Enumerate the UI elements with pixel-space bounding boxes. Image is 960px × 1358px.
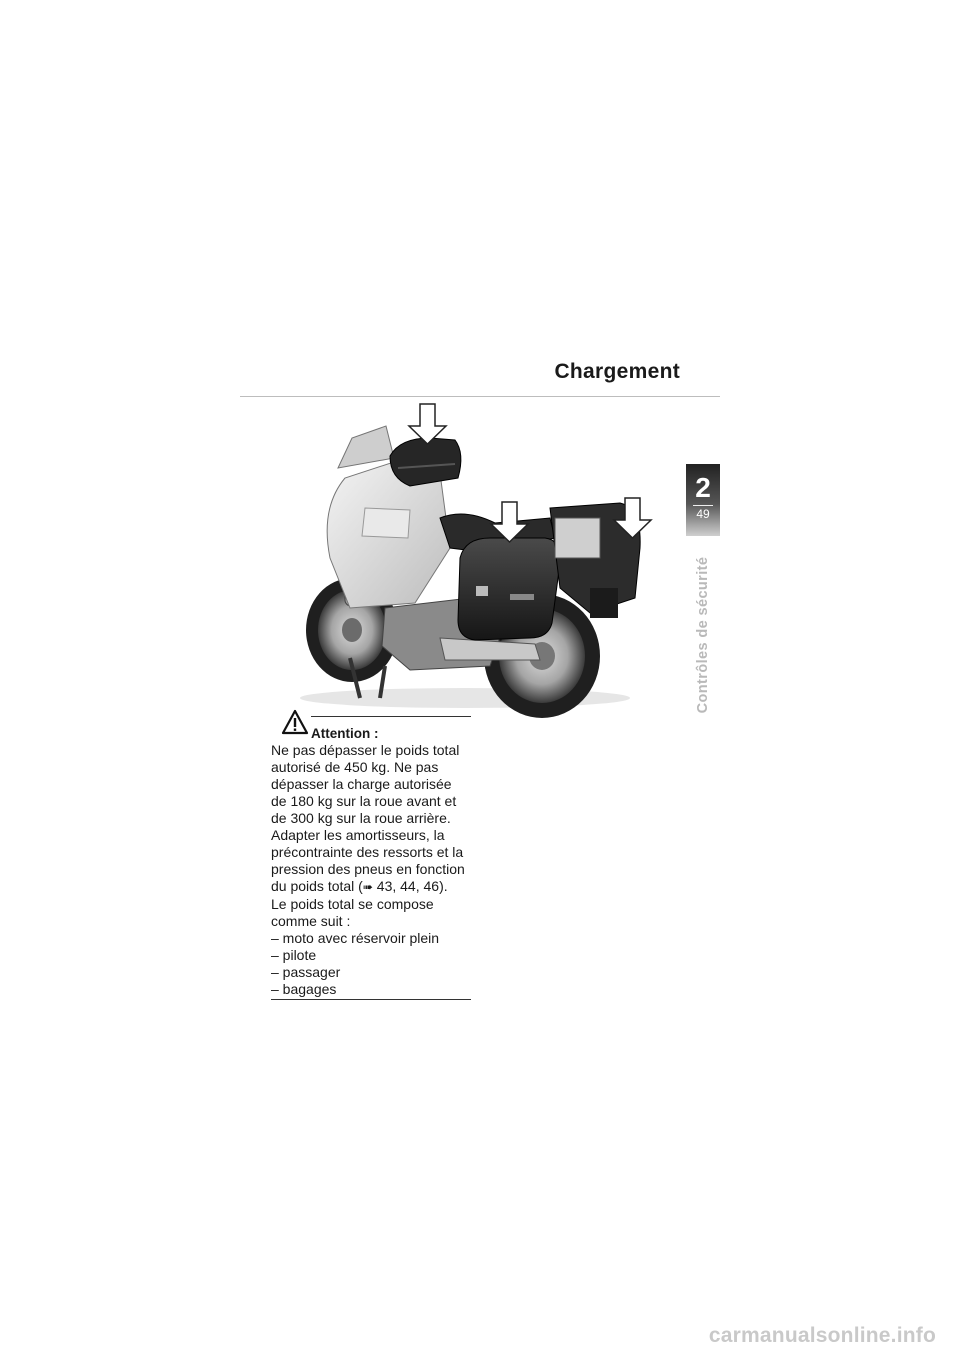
- warning-note: [271, 716, 471, 1000]
- note-bottom-divider: [271, 999, 471, 1000]
- list-item: – passager: [271, 964, 341, 980]
- title-divider: [240, 396, 720, 397]
- note-paragraph-adjust: [271, 827, 471, 896]
- side-case: [458, 538, 560, 640]
- page-reference: 43, 44, 46).: [372, 878, 448, 894]
- section-side-label: [678, 550, 728, 720]
- note-paragraph-limits: Ne pas dépasser le poids total autorisé de 450 kg. Ne pas dépasser la charge autorisée de 180 kg sur la roue avant et de 300 kg sur la roue arrière.: [271, 742, 460, 826]
- list-item: – bagages: [271, 981, 337, 997]
- note-heading: Attention :: [311, 726, 379, 741]
- page-title: Chargement: [554, 360, 680, 383]
- weight-components-list: [271, 930, 471, 998]
- adjust-text: Adapter les amortisseurs, la précontrainte des ressorts et la pression des pneus en fonction du poids total (: [271, 827, 465, 894]
- watermark: carmanualsonline.info: [708, 1324, 936, 1347]
- chapter-tab-divider: [693, 505, 713, 506]
- list-item: – pilote: [271, 947, 317, 963]
- chapter-tab: [686, 464, 720, 536]
- note-header: [271, 717, 471, 739]
- tank-bag: [390, 438, 461, 486]
- page-number: 49: [696, 507, 710, 521]
- note-body: [271, 742, 471, 998]
- warning-triangle-icon: [281, 709, 309, 735]
- note-paragraph-composition: Le poids total se compose comme suit :: [271, 896, 434, 929]
- motorcycle-illustration: [290, 398, 670, 723]
- page-reference-arrow-icon: ➠: [362, 880, 373, 894]
- section-label-text: Contrôles de sécurité: [695, 556, 711, 714]
- arrow-tank-bag: [409, 404, 446, 444]
- chapter-number: 2: [695, 472, 711, 503]
- list-item: – moto avec réservoir plein: [271, 930, 440, 946]
